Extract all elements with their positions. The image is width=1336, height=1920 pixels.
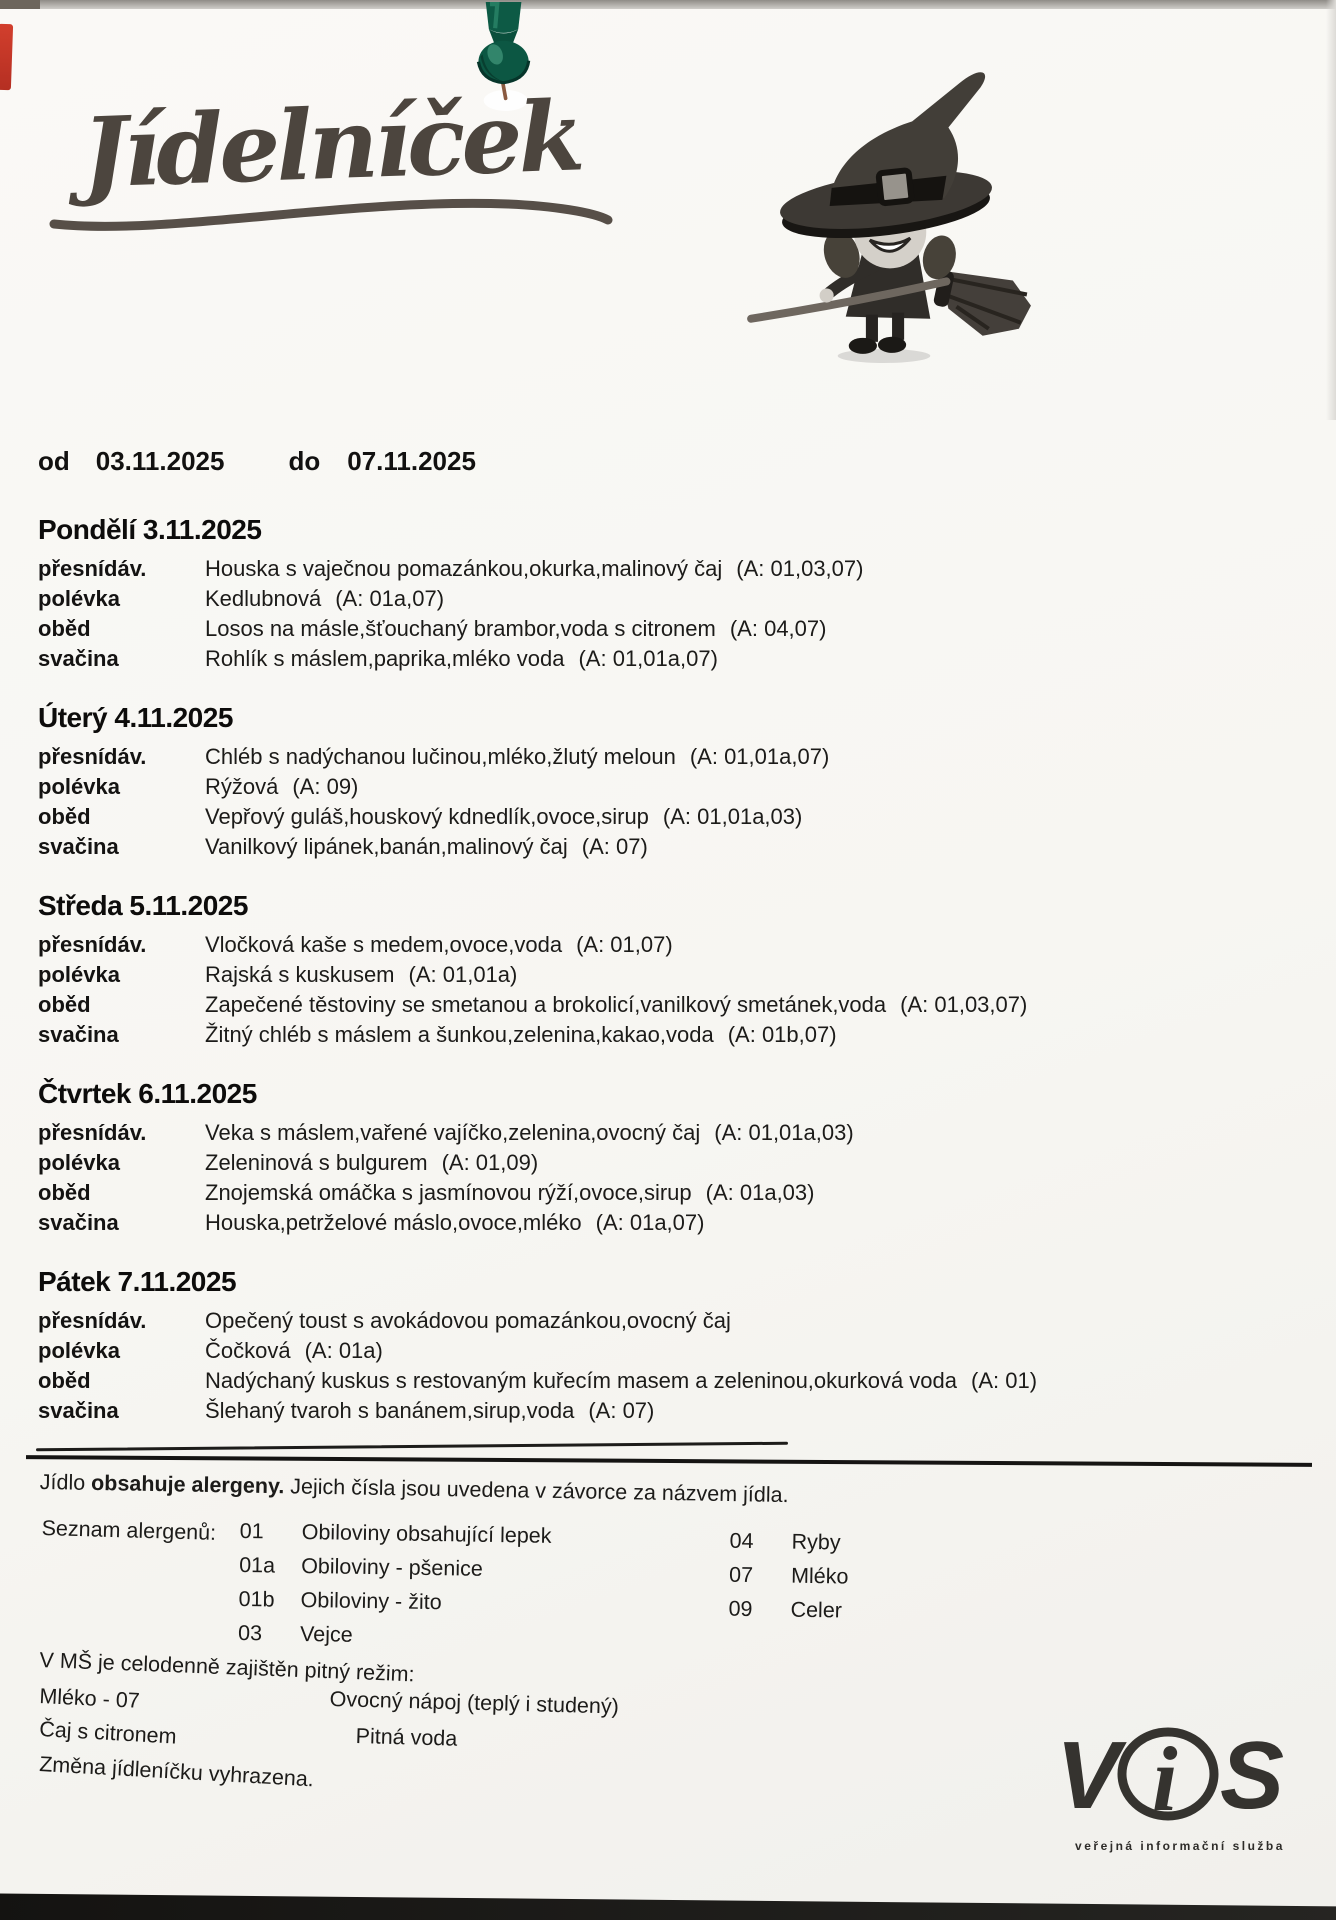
- day-heading: Úterý 4.11.2025: [38, 702, 233, 733]
- meal-allergens: (A: 01,01a,07): [689, 744, 830, 769]
- meal-dish: Houska s vaječnou pomazánkou,okurka,malinový čaj: [205, 556, 723, 581]
- meal-type-label: oběd: [38, 1180, 91, 1205]
- meal-text: [205, 554, 1306, 584]
- meal-row: [38, 644, 1306, 674]
- period-to-label: do: [288, 446, 321, 476]
- day-section-tuesday: [38, 700, 1306, 862]
- meal-text: [205, 1118, 1306, 1148]
- meal-allergens: (A: 01,09): [441, 1150, 539, 1175]
- meal-type-label: polévka: [38, 586, 120, 611]
- meal-row: [38, 1208, 1306, 1238]
- meal-dish: Chléb s nadýchanou lučinou,mléko,žlutý meloun: [205, 744, 676, 769]
- allergen-code: 03: [237, 1620, 263, 1646]
- meal-text: [205, 1208, 1306, 1238]
- allergen-name: Obiloviny - pšenice: [301, 1553, 483, 1581]
- meal-row: [38, 960, 1306, 990]
- meal-row: [38, 1118, 1306, 1148]
- meal-dish: Losos na másle,šťouchaný brambor,voda s citronem: [205, 616, 716, 641]
- witch-halloween-clipart: [733, 55, 1035, 367]
- meal-text: [205, 1396, 1306, 1426]
- meal-type-label: svačina: [38, 1022, 119, 1047]
- meal-allergens: (A: 01a): [304, 1338, 383, 1363]
- vis-logo-v: V: [1056, 1722, 1121, 1829]
- meal-text: [205, 1366, 1306, 1396]
- allergen-name: Ryby: [791, 1529, 841, 1555]
- meal-text: [205, 832, 1306, 862]
- meal-type-label: přesnídáv.: [38, 1308, 147, 1333]
- meal-allergens: (A: 07): [588, 1398, 655, 1423]
- drink-item: Ovocný nápoj (teplý i studený): [329, 1687, 620, 1719]
- vis-logo-tagline: veřejná informační služba: [1075, 1839, 1285, 1853]
- allergen-code: 04: [729, 1528, 754, 1554]
- drinking-regime-heading: V MŠ je celodenně zajištěn pitný režim:: [39, 1648, 415, 1687]
- allergen-legend: [237, 1514, 1140, 1647]
- meal-type-label: oběd: [38, 992, 91, 1017]
- period-from-date: 03.11.2025: [95, 446, 225, 476]
- meal-type-label: přesnídáv.: [38, 932, 147, 957]
- meal-row: [38, 1178, 1306, 1208]
- allergen-legend-left-column: [238, 1514, 552, 1655]
- day-heading: Pondělí 3.11.2025: [38, 514, 262, 545]
- meal-type-label: oběd: [38, 616, 91, 641]
- meal-allergens: (A: 01,01a,03): [662, 804, 803, 829]
- allergen-item: [239, 1548, 551, 1587]
- meal-allergens: (A: 01,01a): [408, 962, 518, 987]
- allergen-code: 09: [728, 1596, 753, 1622]
- allergen-name: Mléko: [790, 1563, 849, 1589]
- meal-dish: Rýžová: [205, 774, 279, 799]
- title-swoosh: [48, 186, 628, 246]
- day-heading: Pátek 7.11.2025: [38, 1266, 237, 1297]
- meal-allergens: (A: 01,01a,07): [578, 646, 718, 671]
- photo-top-edge-shadow: [0, 0, 40, 9]
- day-heading: Čtvrtek 6.11.2025: [38, 1078, 257, 1109]
- meal-row: [38, 832, 1306, 862]
- meal-type-label: přesnídáv.: [38, 744, 147, 769]
- meal-type-label: polévka: [38, 1338, 120, 1363]
- meal-dish: Zapečené těstoviny se smetanou a brokolicí,vanilkový smetánek,voda: [205, 992, 887, 1017]
- allergen-code: 01: [239, 1518, 264, 1544]
- meal-allergens: (A: 01b,07): [727, 1022, 837, 1047]
- photo-top-edge: [0, 0, 1336, 9]
- allergen-item: [239, 1514, 551, 1553]
- meal-row: [38, 1148, 1306, 1178]
- drink-item: Pitná voda: [355, 1724, 458, 1751]
- meal-allergens: (A: 04,07): [729, 616, 827, 641]
- meal-allergens: (A: 01,01a,03): [714, 1120, 854, 1145]
- meal-dish: Nadýchaný kuskus s restovaným kuřecím masem a zeleninou,okurková voda: [205, 1368, 958, 1393]
- meal-dish: Vločková kaše s medem,ovoce,voda: [205, 932, 563, 957]
- meal-row: [38, 742, 1306, 772]
- meal-type-label: oběd: [38, 804, 91, 829]
- period-from-label: od: [38, 446, 70, 476]
- meal-row: [38, 1336, 1306, 1366]
- meal-allergens: (A: 07): [581, 834, 648, 859]
- meal-text: [205, 990, 1306, 1020]
- red-mark-decoration: [0, 24, 13, 90]
- allergen-item: [238, 1582, 550, 1621]
- day-section-thursday: [38, 1076, 1306, 1238]
- meal-allergens: (A: 01,03,07): [900, 992, 1028, 1017]
- period-to-date: 07.11.2025: [347, 446, 476, 476]
- meal-row: [38, 1306, 1306, 1336]
- meal-type-label: polévka: [38, 1150, 120, 1175]
- day-section-monday: [38, 512, 1306, 674]
- allergen-note-prefix: Jídlo: [39, 1470, 92, 1495]
- meal-dish: Šlehaný tvaroh s banánem,sirup,voda: [205, 1398, 575, 1423]
- meal-text: [205, 742, 1306, 772]
- allergen-item: [728, 1592, 848, 1628]
- meal-row: [38, 1396, 1306, 1426]
- divider-line-long: [26, 1455, 1312, 1467]
- meal-allergens: (A: 01a,07): [595, 1210, 705, 1235]
- allergen-list-label: Seznam alergenů:: [41, 1516, 217, 1545]
- meal-type-label: svačina: [38, 1398, 119, 1423]
- photo-bottom-edge: [0, 1893, 1336, 1920]
- day-heading: Středa 5.11.2025: [38, 890, 248, 921]
- allergen-code: 07: [728, 1562, 754, 1588]
- meal-row: [38, 584, 1306, 614]
- meal-dish: Rohlík s máslem,paprika,mléko voda: [205, 646, 565, 671]
- allergen-item: [729, 1524, 849, 1560]
- meal-text: [205, 1178, 1306, 1208]
- meal-dish: Čočková: [205, 1338, 291, 1363]
- meal-text: [205, 1336, 1306, 1366]
- meal-dish: Vanilkový lipánek,banán,malinový čaj: [205, 834, 568, 859]
- meal-allergens: (A: 01): [971, 1368, 1038, 1393]
- drink-item: Mléko - 07: [38, 1684, 141, 1713]
- meal-dish: Zeleninová s bulgurem: [205, 1150, 428, 1175]
- meal-row: [38, 802, 1306, 832]
- meal-allergens: (A: 01a,03): [705, 1180, 815, 1205]
- allergen-name: Vejce: [299, 1621, 353, 1647]
- meal-row: [38, 990, 1306, 1020]
- meal-type-label: svačina: [38, 646, 119, 671]
- meal-text: [205, 960, 1306, 990]
- meal-text: [205, 1306, 1306, 1336]
- paper-right-shadow: [1326, 0, 1336, 420]
- meal-dish: Znojemská omáčka s jasmínovou rýží,ovoce,sirup: [205, 1180, 692, 1205]
- meal-allergens: (A: 01,07): [576, 932, 673, 957]
- allergen-name: Obiloviny - žito: [300, 1587, 442, 1615]
- change-reserved-note: Změna jídleníčku vyhrazena.: [38, 1752, 315, 1792]
- meal-text: [205, 584, 1306, 614]
- allergen-name: Obiloviny obsahující lepek: [301, 1519, 552, 1548]
- meal-type-label: polévka: [38, 774, 120, 799]
- meal-dish: Žitný chléb s máslem a šunkou,zelenina,kakao,voda: [205, 1022, 714, 1047]
- meal-dish: Vepřový guláš,houskový kdnedlík,ovoce,sirup: [205, 804, 649, 829]
- meal-text: [205, 1148, 1306, 1178]
- meal-row: [38, 930, 1306, 960]
- allergen-name: Celer: [790, 1597, 843, 1623]
- weekly-menu: [38, 512, 1306, 1452]
- allergen-legend-right-column: [728, 1524, 849, 1628]
- meal-row: [38, 614, 1306, 644]
- meal-text: [205, 1020, 1306, 1050]
- meal-row: [38, 772, 1306, 802]
- vis-logo-s: S: [1220, 1722, 1285, 1829]
- meal-dish: Opečený toust s avokádovou pomazánkou,ovocný čaj: [205, 1308, 731, 1333]
- meal-dish: Kedlubnová: [205, 586, 322, 611]
- vis-logo-i: i: [1152, 1728, 1178, 1830]
- period-line: [38, 446, 476, 477]
- allergen-code: 01b: [238, 1586, 275, 1612]
- meal-type-label: polévka: [38, 962, 120, 987]
- page-title: Jídelníček: [80, 79, 583, 210]
- allergen-code: 01a: [239, 1552, 276, 1578]
- meal-text: [205, 930, 1306, 960]
- meal-row: [38, 1366, 1306, 1396]
- meal-dish: Houska,petrželové máslo,ovoce,mléko: [205, 1210, 582, 1235]
- allergen-item: [238, 1616, 550, 1655]
- meal-text: [205, 772, 1306, 802]
- meal-row: [38, 554, 1306, 584]
- meal-text: [205, 802, 1306, 832]
- meal-dish: Rajská s kuskusem: [205, 962, 395, 987]
- meal-allergens: (A: 01a,07): [335, 586, 445, 611]
- day-section-wednesday: [38, 888, 1306, 1050]
- meal-type-label: přesnídáv.: [38, 556, 147, 581]
- meal-text: [205, 614, 1306, 644]
- allergen-note: [40, 1470, 789, 1508]
- meal-type-label: přesnídáv.: [38, 1120, 147, 1145]
- allergen-item: [729, 1558, 849, 1594]
- meal-type-label: svačina: [38, 1210, 119, 1235]
- allergen-note-suffix: Jejich čísla jsou uvedena v závorce za názvem jídla.: [284, 1474, 789, 1508]
- meal-row: [38, 1020, 1306, 1050]
- vis-logo: [1048, 1722, 1312, 1862]
- meal-allergens: (A: 01,03,07): [736, 556, 864, 581]
- allergen-note-bold: obsahuje alergeny.: [90, 1470, 285, 1499]
- meal-allergens: (A: 09): [292, 774, 359, 799]
- meal-text: [205, 644, 1306, 674]
- drink-item: Čaj s citronem: [38, 1717, 178, 1749]
- meal-type-label: oběd: [38, 1368, 91, 1393]
- meal-type-label: svačina: [38, 834, 119, 859]
- meal-dish: Veka s máslem,vařené vajíčko,zelenina,ovocný čaj: [205, 1120, 701, 1145]
- day-section-friday: [38, 1264, 1306, 1426]
